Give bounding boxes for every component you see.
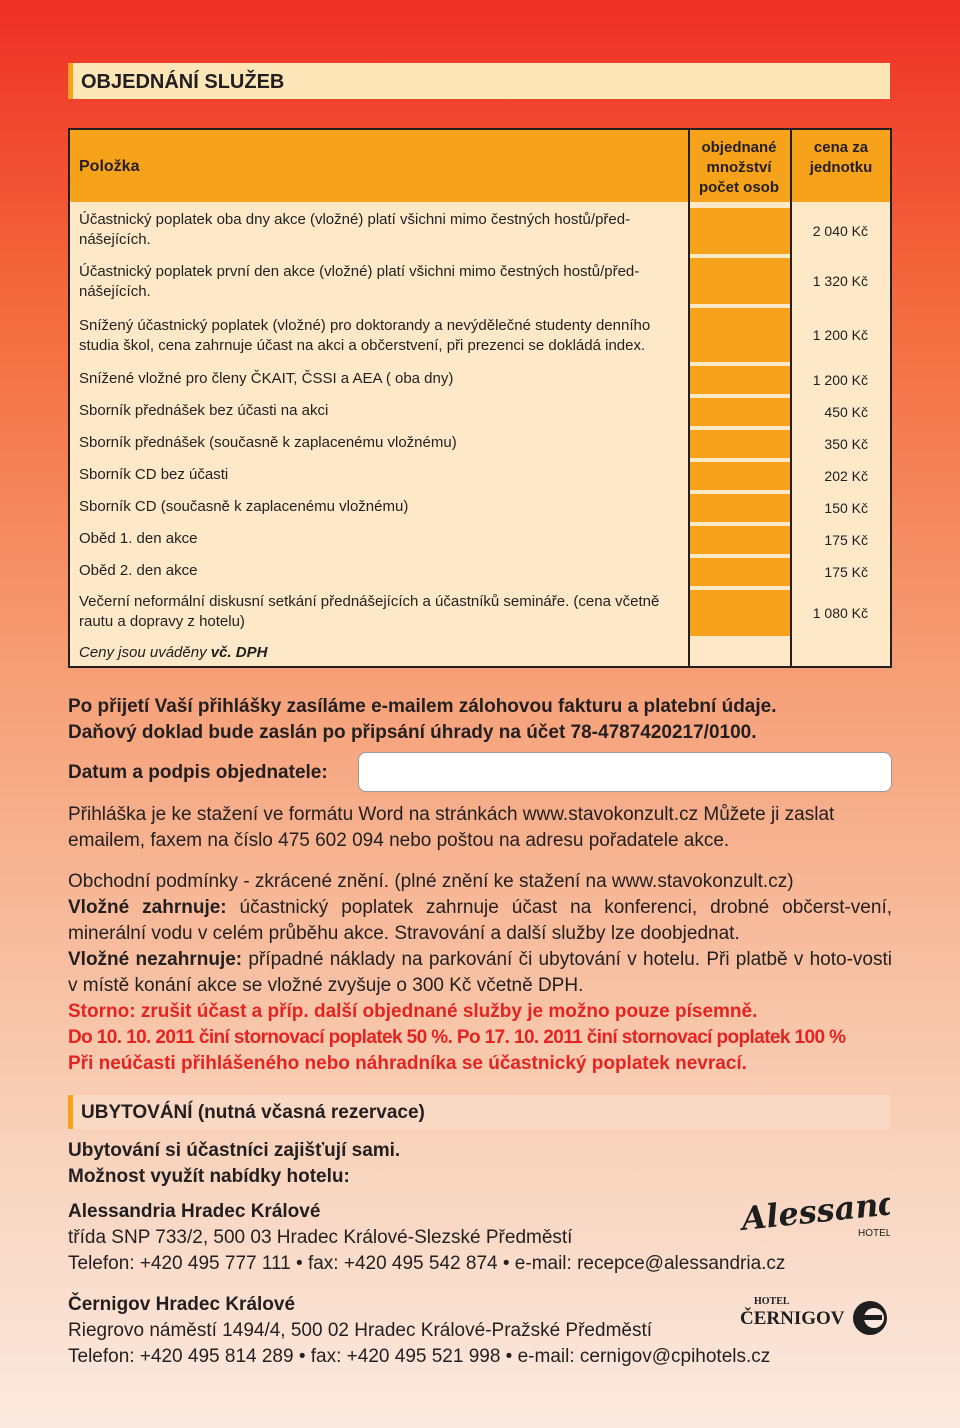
quantity-input[interactable]: [690, 558, 790, 586]
excludes-paragraph: Vložné nezahrnuje: případné náklady na parkování či ubytování v hotelu. Při platbě v hoto-vosti v místě konání akce se vložné zvyšuje o 300 Kč včetně DPH.: [68, 949, 892, 996]
no-show-line: Při neúčasti přihlášeného nebo náhradníka se účastnický poplatek nevrací.: [68, 1053, 747, 1074]
svg-text:ČERNIGOV: ČERNIGOV: [740, 1308, 845, 1329]
price-cell: 1 200 Kč: [792, 366, 890, 394]
hotel-address: Riegrovo náměstí 1494/4, 500 02 Hradec Králové-Pražské Předměstí: [68, 1320, 653, 1341]
accommodation-line: Ubytování si účastníci zajišťují sami.: [68, 1140, 401, 1161]
price-cell: 202 Kč: [792, 462, 890, 490]
column-header-price: cena za jednotku: [809, 139, 873, 176]
column-header-quantity: objednané množství počet osob: [698, 139, 779, 196]
hotel-name: Černigov Hradec Králové: [68, 1294, 296, 1315]
quantity-input[interactable]: [690, 590, 790, 636]
column-divider: [688, 130, 690, 666]
conditions-intro: Obchodní podmínky - zkrácené znění. (plné znění ke stažení na www.stavokonzult.cz): [68, 871, 794, 892]
alessandria-logo: [740, 1180, 890, 1250]
quantity-input[interactable]: [690, 366, 790, 394]
table-row-label: Sborník přednášek bez účasti na akci: [79, 402, 329, 419]
table-row-label: Účastnický poplatek oba dny akce (vložné) platí všichni mimo čestných hostů/před-nášejících.: [79, 211, 631, 248]
table-row-label: Večerní neformální diskusní setkání přednášejících a účastníků semináře. (cena včetně rautu a dopravy z hotelu): [79, 593, 660, 630]
svg-text:HOTEL: HOTEL: [858, 1228, 890, 1239]
order-table: [68, 128, 892, 668]
payment-info-line: Po přijetí Vaší přihlášky zasíláme e-mailem zálohovou fakturu a platební údaje.: [68, 696, 777, 717]
price-cell: 150 Kč: [792, 494, 890, 522]
column-divider: [790, 130, 792, 666]
price-cell: 175 Kč: [792, 526, 890, 554]
hotel-contact: Telefon: +420 495 814 289 • fax: +420 495 521 998 • e-mail: cernigov@cpihotels.cz: [68, 1346, 771, 1367]
table-row-label: Sborník přednášek (současně k zaplacenému vložnému): [79, 434, 457, 451]
cernigov-logo: [740, 1292, 890, 1342]
signature-field[interactable]: [358, 752, 892, 792]
table-row-label: Snížený účastnický poplatek (vložné) pro doktorandy a nevýdělečné studenty denního studia škol, cena zahrnuje účast na akci a občerstvení, při prezenci se dokládá index.: [79, 317, 651, 354]
price-cell: 1 200 Kč: [792, 308, 890, 362]
price-cell: 2 040 Kč: [792, 208, 890, 254]
price-cell: 175 Kč: [792, 558, 890, 586]
includes-paragraph: Vložné zahrnuje: účastnický poplatek zahrnuje účast na konferenci, drobné občerst-vení, minerální vodu v celém průběhu akce. Stravování a další služby lze doobjednat.: [68, 897, 892, 944]
svg-text:HOTEL: HOTEL: [754, 1296, 790, 1307]
hotel-offer-line: Možnost využít nabídky hotelu:: [68, 1166, 350, 1187]
quantity-input[interactable]: [690, 398, 790, 426]
quantity-input[interactable]: [690, 462, 790, 490]
quantity-input[interactable]: [690, 308, 790, 362]
price-cell: 450 Kč: [792, 398, 890, 426]
vat-note: Ceny jsou uváděny vč. DPH: [79, 644, 268, 661]
quantity-input[interactable]: [690, 430, 790, 458]
section-title-orders: OBJEDNÁNÍ SLUŽEB: [68, 63, 890, 99]
tax-document-line: Daňový doklad bude zaslán po připsání úhrady na účet 78-4787420217/0100.: [68, 722, 757, 743]
table-row-label: Oběd 1. den akce: [79, 530, 198, 547]
price-cell: 350 Kč: [792, 430, 890, 458]
table-row-label: Oběd 2. den akce: [79, 562, 198, 579]
hotel-name: Alessandria Hradec Králové: [68, 1201, 321, 1222]
hotel-address: třída SNP 733/2, 500 03 Hradec Králové-Slezské Předměstí: [68, 1227, 573, 1248]
table-row-label: Sborník CD bez účasti: [79, 466, 229, 483]
hotel-contact: Telefon: +420 495 777 111 • fax: +420 495 542 874 • e-mail: recepce@alessandria.cz: [68, 1253, 786, 1274]
signature-label: Datum a podpis objednatele:: [68, 762, 328, 783]
table-row-label: Snížené vložné pro členy ČKAIT, ČSSI a AEA ( oba dny): [79, 370, 454, 387]
price-cell: 1 080 Kč: [792, 590, 890, 636]
table-row-label: Účastnický poplatek první den akce (vložné) platí všichni mimo čestných hostů/před-nášejících.: [79, 263, 640, 300]
table-row-label: Sborník CD (současně k zaplacenému vložnému): [79, 498, 409, 515]
quantity-input[interactable]: [690, 258, 790, 304]
quantity-input[interactable]: [690, 208, 790, 254]
storno-fees-line: Do 10. 10. 2011 činí stornovací poplatek 50 %. Po 17. 10. 2011 činí stornovací poplatek 100 %: [68, 1027, 846, 1048]
download-info: Přihláška je ke stažení ve formátu Word na stránkách www.stavokonzult.cz Můžete ji zaslat emailem, faxem na číslo 475 602 094 nebo poštou na adresu pořadatele akce.: [68, 804, 835, 851]
storno-line: Storno: zrušit účast a příp. další objednané služby je možno pouze písemně.: [68, 1001, 758, 1022]
quantity-input[interactable]: [690, 494, 790, 522]
section-title-accommodation: UBYTOVÁNÍ (nutná včasná rezervace): [68, 1095, 890, 1129]
svg-text:Alessandria: Alessandria: [740, 1180, 890, 1238]
price-cell: 1 320 Kč: [792, 258, 890, 304]
quantity-input[interactable]: [690, 526, 790, 554]
column-header-item: Položka: [79, 158, 140, 175]
